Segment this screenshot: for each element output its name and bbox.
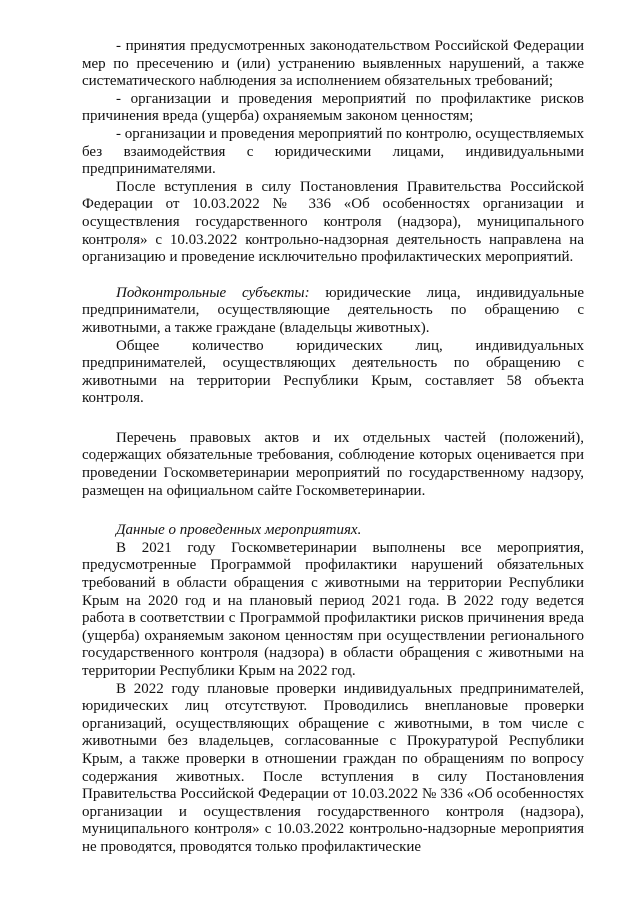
bullet-item-control: - организации и проведения мероприятий по контролю, осуществляемых без взаимодействия с юридическими лицами, индивидуальными предпринимателями.	[82, 125, 584, 178]
subjects-label: Подконтрольные субъекты:	[116, 284, 310, 301]
paragraph-count: Общее количество юридических лиц, индивидуальных предпринимателей, осуществляющих деятельность по обращению с животными на территории Республики Крым, составляет 58 объекта контроля.	[82, 337, 584, 407]
spacer	[82, 408, 584, 430]
bullet-item-measures: - принятия предусмотренных законодательством Российской Федерации мер по пресечению и (или) устранению выявленных нарушений, а также систематического наблюдения за исполнением обязательных требований;	[82, 38, 584, 90]
paragraph-events-2022: В 2022 году плановые проверки индивидуальных предпринимателей, юридических лиц отсутствуют. Проводились внеплановые проверки организаций, осуществляющих обращение с животными, в том числе с животными без владельцев, согласованные с Прокуратурой Республики Крым, а также проверки в отношении граждан по обращениям по вопросу содержания животных. После вступления в силу Постановления Правительства Российской Федерации от 10.03.2022 № 336 «Об особенностях организации и осуществления государственного контроля (надзора), муниципального контроля» с 10.03.2022 контрольно-надзорные мероприятия не проводятся, проводятся только профилактические	[82, 680, 584, 855]
subjects-text: юридические лица, индивидуальные предприниматели, осуществляющие деятельность по обращению с животными, а также граждане (владельцы животных).	[82, 284, 584, 336]
document-page	[82, 38, 584, 857]
spacer	[82, 500, 584, 522]
events-heading: Данные о проведенных мероприятиях.	[116, 522, 362, 539]
bullet-item-prevention: - организации и проведения мероприятий по профилактике рисков причинения вреда (ущерба) охраняемым законом ценностям;	[82, 90, 584, 125]
paragraph-after-resolution: После вступления в силу Постановления Правительства Российской Федерации от 10.03.2022 № 336 «Об особенностях организации и осуществления государственного контроля (надзора), муниципального контроля» с 10.03.2022 контрольно-надзорная деятельность направлена на организацию и проведение исключительно профилактических мероприятий.	[82, 178, 584, 266]
paragraph-subjects	[82, 285, 584, 338]
spacer	[82, 267, 584, 285]
paragraph-legal-acts: Перечень правовых актов и их отдельных частей (положений), содержащих обязательные требования, соблюдение которых оценивается при проведении Госкомветеринарии мероприятий по государственному надзору, размещен на официальном сайте Госкомветеринарии.	[82, 429, 584, 499]
paragraph-events-2021: В 2021 году Госкомветеринарии выполнены все мероприятия, предусмотренные Программой профилактики нарушений обязательных требований в области обращения с животными на территории Республики Крым на 2020 год и на плановый период 2021 года. В 2022 году ведется работа в соответствии с Программой профилактики рисков причинения вреда (ущерба) охраняемым законом ценностям при осуществлении регионального государственного контроля (надзора) в области обращения с животными на территории Республики Крым на 2022 год.	[82, 539, 584, 679]
